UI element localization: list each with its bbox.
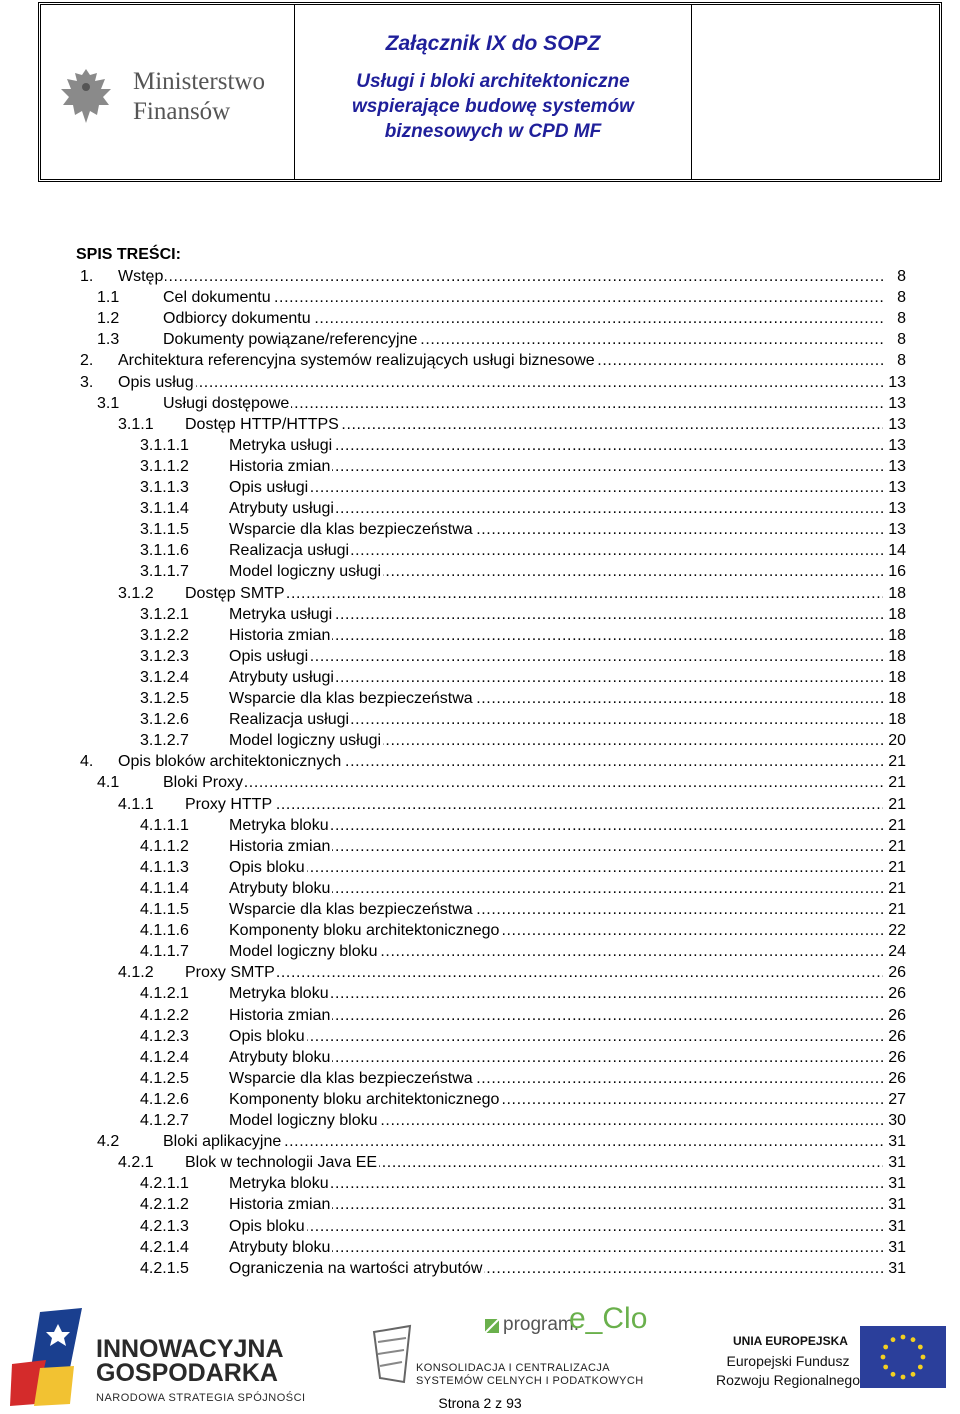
toc-entry-title	[229, 498, 883, 519]
toc-entry-page: 26	[888, 964, 906, 982]
toc-entry-number: 3.1.2	[118, 584, 154, 602]
toc-entry-number: 4.1.2.2	[140, 1006, 189, 1024]
toc-entry-title-text: Odbiorcy dokumentu	[163, 310, 311, 328]
toc-entry[interactable]	[0, 794, 960, 815]
eu-title: UNIA EUROPEJSKA	[733, 1334, 848, 1348]
toc-entry-title	[185, 962, 883, 983]
toc-entry-number: 4.1.1	[118, 795, 154, 813]
toc-entry-number: 3.1.1	[118, 415, 154, 433]
toc-entry-title-text: Historia zmian	[229, 1006, 331, 1024]
toc-entry-number: 4.1.2.6	[140, 1090, 189, 1108]
toc-entry-number: 1.3	[97, 331, 120, 349]
toc-entry-page: 31	[888, 1133, 906, 1151]
toc-entry-title	[229, 625, 883, 646]
toc-entry-number: 4.2.1.1	[140, 1175, 189, 1193]
toc-entry-title-text: Architektura referencyjna systemów realizujących usługi biznesowe	[118, 352, 595, 370]
toc-entry-title-text: Metryka bloku	[229, 816, 329, 834]
toc-entry-title	[229, 857, 883, 878]
toc-entry-title-text: Atrybuty usługi	[229, 500, 334, 518]
document-title-line2: wspierające budowę systemów	[352, 96, 634, 117]
toc-entry[interactable]	[0, 625, 960, 646]
toc-entry-number: 4.1.1.4	[140, 879, 189, 897]
toc-entry[interactable]	[0, 1110, 960, 1131]
toc-entry-title-text: Realizacja usługi	[229, 711, 350, 729]
toc-entry-page: 31	[888, 1238, 906, 1256]
toc-entry-title	[118, 350, 883, 371]
toc-entry-number: 3.1.1.6	[140, 542, 189, 560]
toc-heading: SPIS TREŚCI:	[76, 246, 181, 263]
toc-entry[interactable]	[0, 751, 960, 772]
toc-entry[interactable]	[0, 477, 960, 498]
annex-label: Załącznik IX do SOPZ	[385, 32, 601, 55]
toc-entry-page: 8	[897, 310, 906, 328]
toc-entry-page: 26	[888, 1069, 906, 1087]
toc-entry-page: 21	[888, 837, 906, 855]
toc-entry-page: 26	[888, 1006, 906, 1024]
toc-entry[interactable]	[0, 414, 960, 435]
kons-line2: SYSTEMÓW CELNYCH I PODATKOWYCH	[416, 1375, 644, 1387]
toc-entry-title-text: Opis usługi	[229, 479, 309, 496]
toc-entry-page: 8	[897, 289, 906, 307]
toc-entry[interactable]	[0, 730, 960, 751]
innowacyjna-gospodarka-text	[96, 1337, 284, 1385]
toc-entry-page: 18	[888, 711, 906, 729]
toc-entry-title-text: Metryka bloku	[229, 1175, 329, 1193]
toc-entry[interactable]	[0, 983, 960, 1004]
toc-entry-title-text: Metryka bloku	[229, 985, 329, 1003]
toc-entry[interactable]	[0, 540, 960, 561]
toc-entry-title	[229, 920, 883, 941]
toc-entry-page: 13	[888, 415, 906, 433]
toc-entry[interactable]	[0, 646, 960, 667]
toc-entry-title-text: Cel dokumentu	[163, 289, 271, 307]
toc-entry-title	[229, 646, 883, 667]
toc-entry[interactable]	[0, 899, 960, 920]
toc-entry-title-text: Metryka usługi	[229, 605, 333, 623]
toc-entry-title-text: Historia zmian	[229, 837, 331, 855]
header-empty-cell	[692, 5, 939, 179]
toc-entry-page: 21	[888, 795, 906, 813]
toc-entry[interactable]	[0, 772, 960, 793]
toc-entry-title-text: Proxy HTTP	[185, 795, 273, 813]
toc-entry-title	[118, 266, 883, 287]
toc-entry-page: 8	[897, 352, 906, 370]
document-title-line1: Usługi i bloki architektoniczne	[356, 71, 630, 92]
toc-entry-title	[229, 1026, 883, 1047]
eagle-emblem-icon	[57, 65, 115, 127]
toc-entry-title-text: Historia zmian	[229, 1196, 331, 1214]
toc-entry-number: 3.1.1.7	[140, 563, 189, 581]
toc-entry-title-text: Atrybuty bloku	[229, 1048, 331, 1066]
toc-entry[interactable]	[0, 308, 960, 329]
toc-entry-page: 21	[888, 753, 906, 771]
toc-entry-number: 4.2.1.4	[140, 1238, 189, 1256]
toc-entry[interactable]	[0, 1194, 960, 1215]
toc-entry-page: 18	[888, 605, 906, 623]
innowacyjna-gospodarka-logo-icon	[10, 1308, 86, 1408]
eu-flag-icon	[860, 1326, 946, 1388]
toc-entry[interactable]	[0, 709, 960, 730]
toc-entry-number: 4.1.1.5	[140, 901, 189, 918]
toc-entry[interactable]	[0, 393, 960, 414]
toc-entry-number: 4.1	[97, 774, 120, 792]
toc-entry-number: 4.1.1.2	[140, 837, 189, 855]
toc-entry-number: 3.1.2.2	[140, 626, 189, 644]
toc-entry-title-text: Bloki Proxy	[163, 774, 244, 792]
toc-entry-page: 26	[888, 1027, 906, 1045]
toc-entry-title	[229, 604, 883, 625]
toc-entry-title	[229, 983, 883, 1004]
toc-entry[interactable]	[0, 815, 960, 836]
toc-entry-number: 4.2.1	[118, 1154, 154, 1172]
toc-entry-page: 21	[888, 774, 906, 792]
toc-entry-title	[229, 815, 883, 836]
toc-entry-title-text: Opis bloku	[229, 1027, 305, 1045]
toc-entry-title	[229, 561, 883, 582]
toc-entry-page: 26	[888, 1048, 906, 1066]
toc-entry-page: 13	[888, 394, 906, 412]
toc-entry-page: 18	[888, 668, 906, 686]
toc-entry[interactable]	[0, 435, 960, 456]
toc-entry-page: 26	[888, 985, 906, 1003]
ministry-name-line2: Finansów	[133, 98, 231, 125]
toc-entry[interactable]	[0, 519, 960, 540]
toc-entry-number: 4.1.1.3	[140, 858, 189, 876]
toc-entry-number: 2.	[80, 352, 94, 370]
toc-entry-title	[229, 836, 883, 857]
toc-entry-page: 13	[888, 479, 906, 496]
toc-entry-number: 1.1	[97, 289, 120, 307]
toc-entry-page: 8	[897, 268, 906, 285]
toc-entry-title-text: Opis bloku	[229, 858, 305, 876]
toc-entry[interactable]	[0, 1005, 960, 1026]
toc-entry-title-text: Opis bloków architektonicznych	[118, 753, 342, 771]
toc-entry-title-text: Wsparcie dla klas bezpieczeństwa	[229, 901, 473, 918]
toc-entry[interactable]	[0, 583, 960, 604]
toc-entry-page: 18	[888, 690, 906, 707]
toc-entry-title-text: Opis bloku	[229, 1217, 305, 1235]
toc-entry[interactable]	[0, 857, 960, 878]
toc-entry-title	[163, 772, 883, 793]
erdf-line2: Rozwoju Regionalnego	[716, 1372, 860, 1388]
toc-entry-number: 3.1.2.1	[140, 605, 189, 623]
toc-entry-title	[229, 878, 883, 899]
toc-entry[interactable]	[0, 561, 960, 582]
toc-entry[interactable]	[0, 1173, 960, 1194]
toc-entry-title-text: Proxy SMTP	[185, 964, 275, 982]
toc-entry-title	[229, 519, 883, 540]
toc-entry[interactable]	[0, 1068, 960, 1089]
toc-entry-number: 4.1.1.1	[140, 816, 189, 834]
toc-entry[interactable]	[0, 1131, 960, 1152]
toc-entry-title	[229, 730, 883, 751]
toc-entry[interactable]	[0, 688, 960, 709]
toc-entry-title	[163, 1131, 883, 1152]
toc-entry-page: 21	[888, 858, 906, 876]
toc-entry-number: 4.2.1.2	[140, 1196, 189, 1214]
toc-entry-title	[185, 583, 883, 604]
toc-entry-title-text: Dostęp SMTP	[185, 584, 285, 602]
toc-entry-number: 3.1.1.5	[140, 521, 189, 539]
toc-entry-title	[229, 1237, 883, 1258]
toc-entry-title-text: Komponenty bloku architektonicznego	[229, 1090, 500, 1108]
toc-entry[interactable]	[0, 287, 960, 308]
toc-entry-title	[229, 435, 883, 456]
toc-entry[interactable]	[0, 1089, 960, 1110]
toc-entry-page: 22	[888, 922, 906, 940]
toc-entry-title	[185, 1152, 883, 1173]
toc-entry-title	[229, 688, 883, 709]
toc-entry-title	[163, 287, 883, 308]
toc-entry-title	[229, 456, 883, 477]
toc-entry-page: 20	[888, 732, 906, 750]
toc-entry-title-text: Historia zmian	[229, 626, 331, 644]
toc-entry-title-text: Ograniczenia na wartości atrybutów	[229, 1259, 483, 1277]
toc-entry-title	[229, 667, 883, 688]
toc-entry-number: 4.1.2.7	[140, 1112, 189, 1129]
toc-entry-number: 1.2	[97, 310, 120, 328]
toc-entry-number: 3.1	[97, 394, 120, 412]
toc-entry-title-text: Model logiczny bloku	[229, 943, 378, 961]
toc-entry-page: 31	[888, 1259, 906, 1277]
erdf-text	[716, 1352, 860, 1390]
toc-entry[interactable]	[0, 1152, 960, 1173]
e-clo-mark-icon	[484, 1318, 500, 1334]
toc-entry-title	[229, 1068, 883, 1089]
toc-entry-page: 13	[888, 436, 906, 454]
toc-entry-page: 16	[888, 563, 906, 581]
toc-entry-page: 13	[888, 373, 906, 391]
toc-entry[interactable]	[0, 667, 960, 688]
toc-entry-page: 31	[888, 1217, 906, 1235]
toc-entry-title	[229, 477, 883, 498]
toc-entry-title	[185, 414, 883, 435]
toc-entry-number: 3.1.2.7	[140, 732, 189, 750]
toc-entry-title-text: Wsparcie dla klas bezpieczeństwa	[229, 521, 473, 539]
toc-entry-title-text: Wsparcie dla klas bezpieczeństwa	[229, 690, 473, 707]
toc-entry-number: 4.1.1.7	[140, 943, 189, 961]
toc-entry-page: 14	[888, 542, 906, 560]
toc-entry-title-text: Metryka usługi	[229, 436, 333, 454]
toc-entry-number: 3.1.2.5	[140, 690, 189, 707]
toc-entry-title-text: Blok w technologii Java EE	[185, 1154, 378, 1172]
ministry-name-line1: Ministerstwo	[133, 68, 265, 95]
toc-entry-title	[229, 941, 883, 962]
toc-entry-page: 13	[888, 457, 906, 475]
toc-entry-title	[229, 899, 883, 920]
toc-entry-title	[163, 393, 883, 414]
toc-entry-number: 4.2.1.3	[140, 1217, 189, 1235]
toc-entry-page: 8	[897, 331, 906, 349]
toc-entry-title-text: Atrybuty bloku	[229, 1238, 331, 1256]
toc-entry-number: 4.1.1.6	[140, 922, 189, 940]
toc-entry[interactable]	[0, 962, 960, 983]
toc-entry-title	[229, 1089, 883, 1110]
e-clo-program-label: program.	[503, 1314, 580, 1335]
toc-entry-title-text: Wsparcie dla klas bezpieczeństwa	[229, 1069, 473, 1087]
toc-entry[interactable]	[0, 372, 960, 393]
ministry-name	[133, 67, 265, 127]
toc-entry-title-text: Wstęp	[118, 268, 164, 285]
toc-entry-title-text: Historia zmian	[229, 457, 331, 475]
toc-entry-number: 4.1.2.3	[140, 1027, 189, 1045]
toc-entry-title-text: Komponenty bloku architektonicznego	[229, 922, 500, 940]
toc-entry-title-text: Atrybuty usługi	[229, 668, 334, 686]
ministry-logo-cell	[41, 5, 295, 179]
toc-entry-number: 3.	[80, 373, 94, 391]
toc-entry[interactable]	[0, 350, 960, 371]
toc-entry-title	[229, 1258, 883, 1279]
toc-entry[interactable]	[0, 604, 960, 625]
toc-entry[interactable]	[0, 920, 960, 941]
document-title-line3: biznesowych w CPD MF	[384, 121, 602, 142]
toc-entry-title	[229, 1194, 883, 1215]
toc-entry-title-text: Bloki aplikacyjne	[163, 1133, 282, 1151]
toc-entry[interactable]	[0, 878, 960, 899]
toc-entry-title-text: Realizacja usługi	[229, 542, 350, 560]
toc-entry-number: 3.1.2.4	[140, 668, 189, 686]
toc-entry[interactable]	[0, 1216, 960, 1237]
toc-entry-title	[229, 1047, 883, 1068]
document-header	[38, 2, 942, 182]
customs-emblem-icon	[370, 1322, 414, 1386]
e-clo-brand	[569, 1302, 647, 1336]
toc-entry-page: 21	[888, 901, 906, 918]
toc-entry-number: 4.1.2.1	[140, 985, 189, 1003]
toc-entry-title	[229, 1005, 883, 1026]
toc-entry-page: 31	[888, 1154, 906, 1172]
toc-entry-title-text: Usługi dostępowe	[163, 394, 290, 412]
toc-entry[interactable]	[0, 1026, 960, 1047]
toc-entry-number: 3.1.1.1	[140, 436, 189, 454]
toc-entry-title	[185, 794, 883, 815]
toc-entry-title-text: Opis usługi	[229, 647, 309, 665]
toc-entry-page: 13	[888, 521, 906, 539]
toc-entry-title-text: Opis usług	[118, 373, 194, 391]
toc-entry-title	[118, 751, 883, 772]
toc-entry-title-text: Atrybuty bloku	[229, 879, 331, 897]
e-clo-brand-text: e_Clo	[569, 1302, 648, 1335]
toc-entry-title-text: Model logiczny usługi	[229, 732, 382, 750]
toc-entry-page: 18	[888, 584, 906, 602]
toc-entry-title	[229, 1173, 883, 1194]
toc-entry-title	[163, 329, 883, 350]
toc-entry-page: 30	[888, 1112, 906, 1129]
toc-entry-page: 24	[888, 943, 906, 961]
toc-entry-number: 4.2.1.5	[140, 1259, 189, 1277]
toc-entry-page: 18	[888, 626, 906, 644]
toc-entry[interactable]	[0, 456, 960, 477]
toc-entry[interactable]	[0, 498, 960, 519]
toc-entry[interactable]	[0, 266, 960, 287]
consolidation-text	[416, 1362, 644, 1388]
toc-entry-number: 4.1.2	[118, 964, 154, 982]
toc-entry-number: 3.1.1.2	[140, 457, 189, 475]
kons-line1: KONSOLIDACJA I CENTRALIZACJA	[416, 1362, 610, 1374]
toc-entry-page: 21	[888, 879, 906, 897]
toc-entry-page: 31	[888, 1175, 906, 1193]
toc-entry-number: 4.2	[97, 1133, 120, 1151]
toc-entry[interactable]	[0, 329, 960, 350]
toc-entry-page: 18	[888, 647, 906, 665]
toc-entry-title-text: Model logiczny bloku	[229, 1112, 378, 1129]
toc-entry-page: 13	[888, 500, 906, 518]
toc-entry-number: 3.1.2.3	[140, 647, 189, 665]
toc-entry[interactable]	[0, 836, 960, 857]
toc-entry-title-text: Dostęp HTTP/HTTPS	[185, 415, 339, 433]
toc-entry-page: 21	[888, 816, 906, 834]
header-title-cell	[295, 5, 692, 179]
toc-entry-number: 3.1.1.3	[140, 479, 189, 496]
toc-entry-number: 3.1.1.4	[140, 500, 189, 518]
toc-entry[interactable]	[0, 1047, 960, 1068]
toc-entry-number: 1.	[80, 268, 94, 285]
document-title	[295, 69, 691, 144]
erdf-line1: Europejski Fundusz	[726, 1353, 850, 1369]
toc-entry-number: 4.1.2.5	[140, 1069, 189, 1087]
toc-entry-number: 3.1.2.6	[140, 711, 189, 729]
toc-entry[interactable]	[0, 1258, 960, 1279]
ig-line2: GOSPODARKA	[96, 1359, 278, 1387]
toc-entry[interactable]	[0, 941, 960, 962]
toc-entry-title	[229, 1216, 883, 1237]
toc-entry-number: 4.	[80, 753, 94, 771]
toc-entry-title	[229, 1110, 883, 1131]
toc-entry-title	[163, 308, 883, 329]
toc-entry-page: 31	[888, 1196, 906, 1214]
toc-entry-title	[118, 372, 883, 393]
toc-entry-number: 4.1.2.4	[140, 1048, 189, 1066]
strategy-subtitle: NARODOWA STRATEGIA SPÓJNOŚCI	[96, 1392, 306, 1404]
toc-entry-page: 27	[888, 1090, 906, 1108]
toc-entry-title	[229, 540, 883, 561]
ig-line1: INNOWACYJNA	[96, 1335, 284, 1363]
toc-entry-title-text: Dokumenty powiązane/referencyjne	[163, 331, 418, 349]
page-number: Strona 2 z 93	[438, 1395, 522, 1411]
toc-entry[interactable]	[0, 1237, 960, 1258]
toc-entry-title-text: Model logiczny usługi	[229, 563, 382, 581]
toc-entry-title	[229, 709, 883, 730]
